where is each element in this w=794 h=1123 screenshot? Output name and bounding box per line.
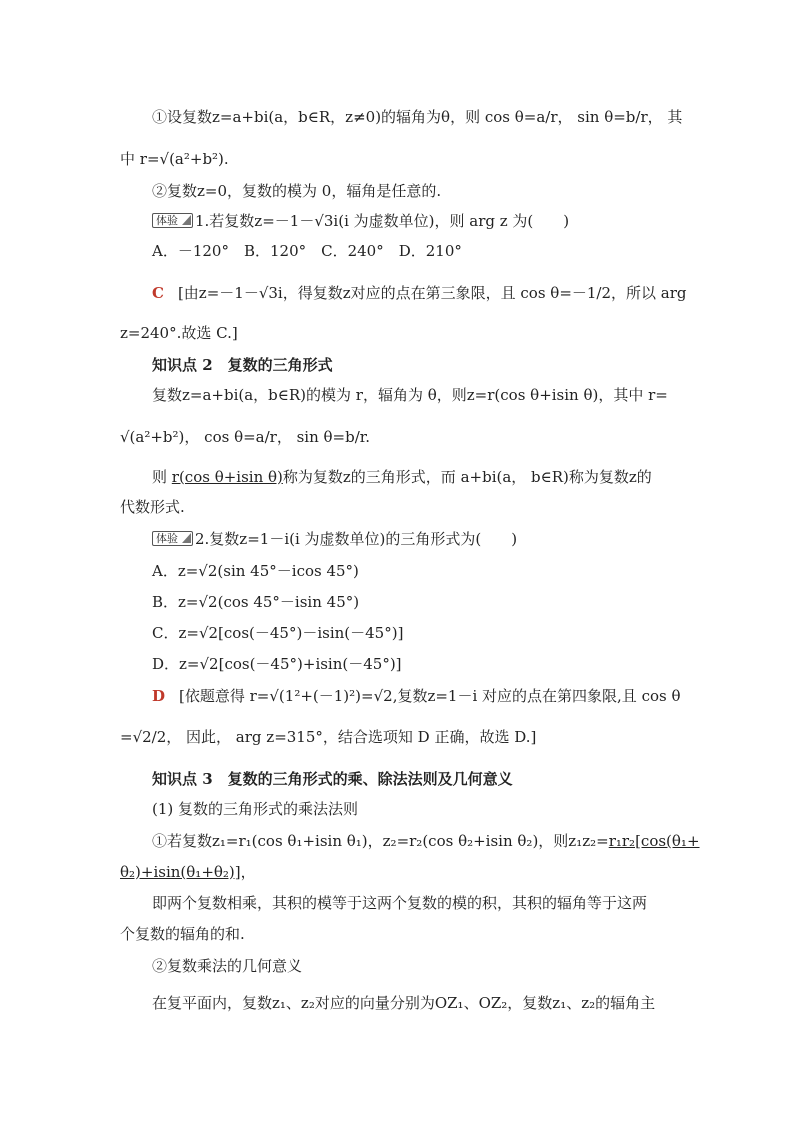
line-text: (1) 复数的三角形式的乘法法则: [152, 800, 359, 818]
line-text: A．－120° B．120° C．240° D．210°: [152, 242, 462, 260]
text-line-23: [120, 861, 256, 883]
answer-letter: C: [152, 284, 164, 302]
underlined-formula: r₁r₂[cos(θ₁+: [608, 832, 700, 850]
line-text: z=240°.故选 C.]: [120, 324, 238, 342]
text-line-4: [152, 210, 569, 232]
line-text: 即两个复数相乘，其积的模等于这两个复数的模的积，其积的辐角等于这两: [152, 894, 648, 912]
text-line-5: [152, 240, 462, 262]
text-line-1: [152, 106, 682, 128]
text-line-3: [152, 180, 441, 202]
text-line-21: [152, 798, 358, 820]
text-line-10: [120, 426, 370, 448]
line-text: [依题意得 r=√(1²+(－1)²)=√2,复数z=1－i 对应的点在第四象限,且 cos θ: [179, 687, 681, 705]
line-text: 1.若复数z=－1－√3i(i 为虚数单位)，则 arg z 为( ): [195, 212, 570, 230]
line-text: 知识点 3 复数的三角形式的乘、除法法则及几何意义: [152, 770, 513, 788]
line-text: 复数z=a+bi(a，b∈R)的模为 r，辐角为 θ，则z=r(cos θ+isin θ)，其中 r=: [152, 386, 668, 404]
text-line-26: [152, 955, 302, 977]
text-line-9: [152, 384, 668, 406]
line-text: 个复数的辐角的和.: [120, 925, 245, 943]
text-line-7: [120, 322, 238, 344]
line-text: ，: [240, 863, 256, 881]
text-line-22: [152, 830, 700, 852]
text-line-24: [152, 892, 647, 914]
text-line-15: [152, 591, 359, 613]
line-text: ②复数z=0，复数的模为 0，辐角是任意的.: [152, 182, 442, 200]
line-prefix: ①若复数z₁=r₁(cos θ₁+isin θ₁)，z₂=r₂(cos θ₂+isin θ₂)，则z₁z₂=: [152, 832, 609, 850]
line-text: D．z=√2[cos(－45°)+isin(－45°)]: [152, 655, 402, 673]
line-text: 称为复数z的三角形式，而 a+bi(a， b∈R)称为复数z的: [282, 468, 652, 486]
text-line-8: [152, 354, 333, 376]
text-line-12: [120, 496, 185, 518]
text-line-18: [152, 685, 681, 707]
text-line-25: [120, 923, 245, 945]
underlined-formula: r(cos θ+isin θ): [171, 468, 283, 486]
line-text: 2.复数z=1－i(i 为虚数单位)的三角形式为( ): [195, 530, 518, 548]
text-line-17: [152, 653, 402, 675]
line-prefix: 则: [152, 468, 172, 486]
line-text: 知识点 2 复数的三角形式: [152, 356, 333, 374]
tiyan-badge: 体验: [152, 531, 193, 546]
text-line-16: [152, 622, 403, 644]
answer-letter: D: [152, 687, 166, 705]
line-text: B．z=√2(cos 45°－isin 45°): [152, 593, 360, 611]
line-text: ①设复数z=a+bi(a，b∈R，z≠0)的辐角为θ，则 cos θ=a/r， sin θ=b/r， 其: [152, 108, 683, 126]
text-line-2: [120, 148, 229, 170]
text-line-19: [120, 726, 536, 748]
text-line-27: [152, 992, 655, 1014]
text-line-11: [152, 466, 652, 488]
tiyan-badge: 体验: [152, 213, 193, 228]
text-line-14: [152, 560, 359, 582]
text-line-20: [152, 768, 513, 790]
line-text: 中 r=√(a²+b²).: [120, 150, 229, 168]
line-text: C．z=√2[cos(－45°)－isin(－45°)]: [152, 624, 404, 642]
line-text: √(a²+b²)， cos θ=a/r， sin θ=b/r.: [120, 428, 371, 446]
line-text: ②复数乘法的几何意义: [152, 957, 303, 975]
line-text: =√2/2， 因此， arg z=315°，结合选项知 D 正确，故选 D.]: [120, 728, 537, 746]
line-text: 在复平面内，复数z₁、z₂对应的向量分别为OZ₁、OZ₂，复数z₁、z₂的辐角主: [152, 994, 656, 1012]
line-text: [由z=－1－√3i，得复数z对应的点在第三象限，且 cos θ=－1/2，所以 arg: [177, 284, 687, 302]
text-line-13: [152, 528, 517, 550]
line-text: 代数形式.: [120, 498, 185, 516]
underlined-formula: θ₂)+isin(θ₁+θ₂)]: [120, 863, 241, 881]
text-line-6: [152, 282, 687, 304]
line-text: A．z=√2(sin 45°－icos 45°): [152, 562, 359, 580]
